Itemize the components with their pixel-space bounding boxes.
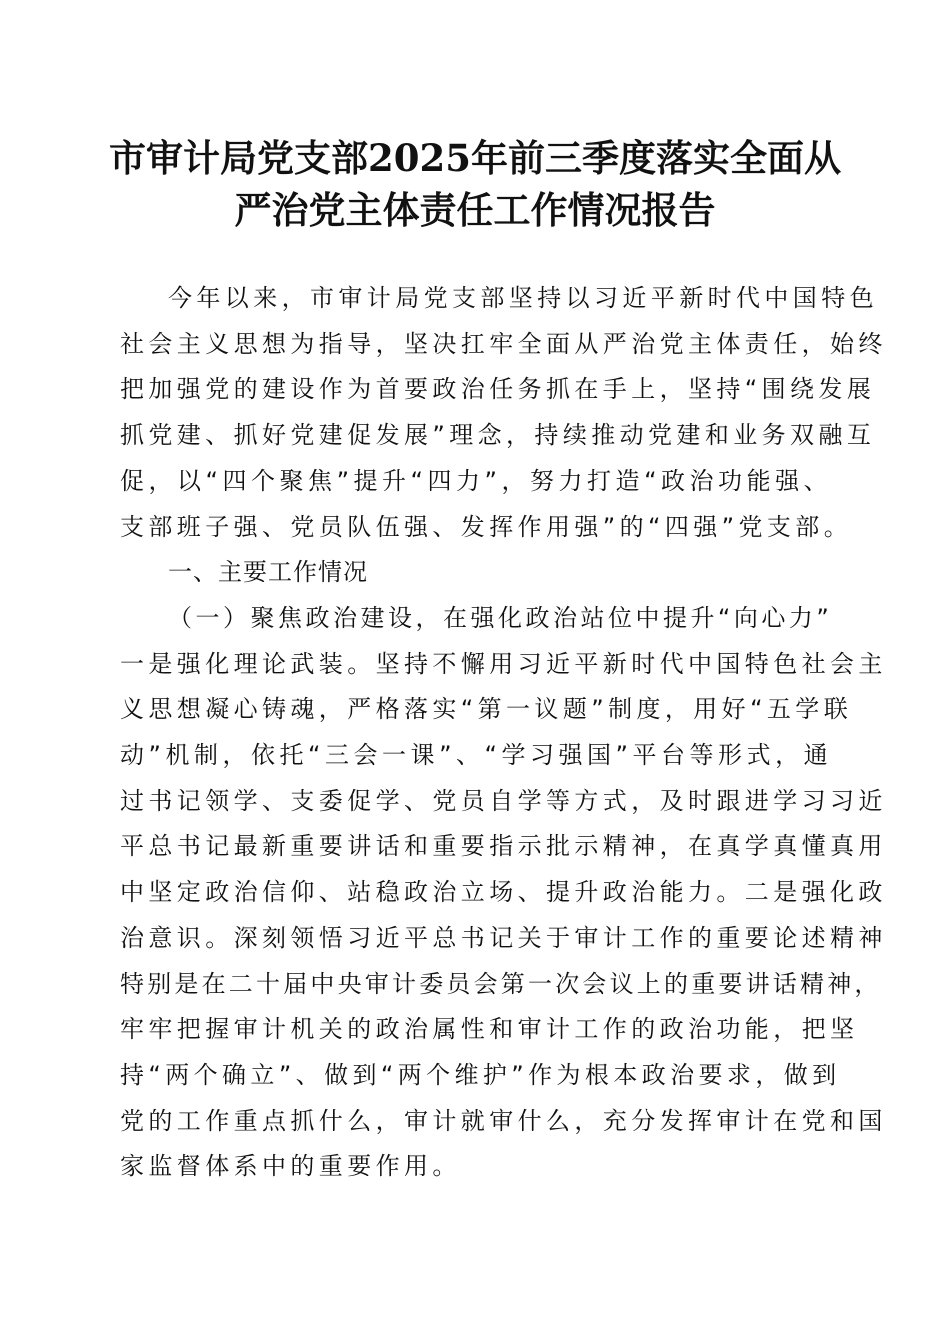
intro-paragraph [120,276,887,550]
text-line: 治意识。深刻领悟习近平总书记关于审计工作的重要论述精神 [120,923,887,952]
text-line: 一是强化理论武装。坚持不懈用习近平新时代中国特色社会主 [120,649,887,678]
text-line: 过书记领学、支委促学、党员自学等方式，及时跟进学习习近 [120,786,887,815]
subsection-1-heading: （一）聚焦政治建设，在强化政治站位中提升“向心力” [168,603,832,632]
text-line: 把加强党的建设作为首要政治任务抓在手上，坚持“围绕发展 [120,375,876,404]
text-line: 家监督体系中的重要作用。 [120,1152,461,1181]
document-body [120,276,887,1190]
text-line: 社会主义思想为指导，坚决扛牢全面从严治党主体责任，始终 [120,329,887,358]
text-line: 义思想凝心铸魂，严格落实“第一议题”制度，用好“五学联 [120,695,853,724]
text-line: 今年以来，市审计局党支部坚持以习近平新时代中国特色 [168,284,878,312]
document-title [100,132,850,236]
title-line-1: 市审计局党支部2025年前三季度落实全面从 [109,136,841,180]
text-line: 支部班子强、党员队伍强、发挥作用强”的“四强”党支部。 [120,512,853,541]
section-heading [120,550,832,596]
text-line: 平总书记最新重要讲话和重要指示批示精神，在真学真懂真用 [120,832,887,861]
text-line: 中坚定政治信仰、站稳政治立场、提升政治能力。二是强化政 [120,878,887,907]
section-1-heading: 一、主要工作情况 [168,558,368,587]
subsection-paragraph [120,642,887,1190]
text-line: 党的工作重点抓什么，审计就审什么，充分发挥审计在党和国 [120,1106,887,1135]
text-line: 动”机制，依托“三会一课”、“学习强国”平台等形式，通 [120,741,832,770]
title-line-2: 严治党主体责任工作情况报告 [234,188,716,232]
text-line: 特别是在二十届中央审计委员会第一次会议上的重要讲话精神， [120,969,882,998]
text-line: 促，以“四个聚焦”提升“四力”，努力打造“政治功能强、 [120,466,832,495]
text-line: 持“两个确立”、做到“两个维护”作为根本政治要求，做到 [120,1060,841,1089]
text-line: 抓党建、抓好党建促发展”理念，持续推动党建和业务双融互 [120,421,876,450]
text-line: 牢牢把握审计机关的政治属性和审计工作的政治功能，把坚 [120,1015,859,1044]
subsection-heading [120,596,832,642]
